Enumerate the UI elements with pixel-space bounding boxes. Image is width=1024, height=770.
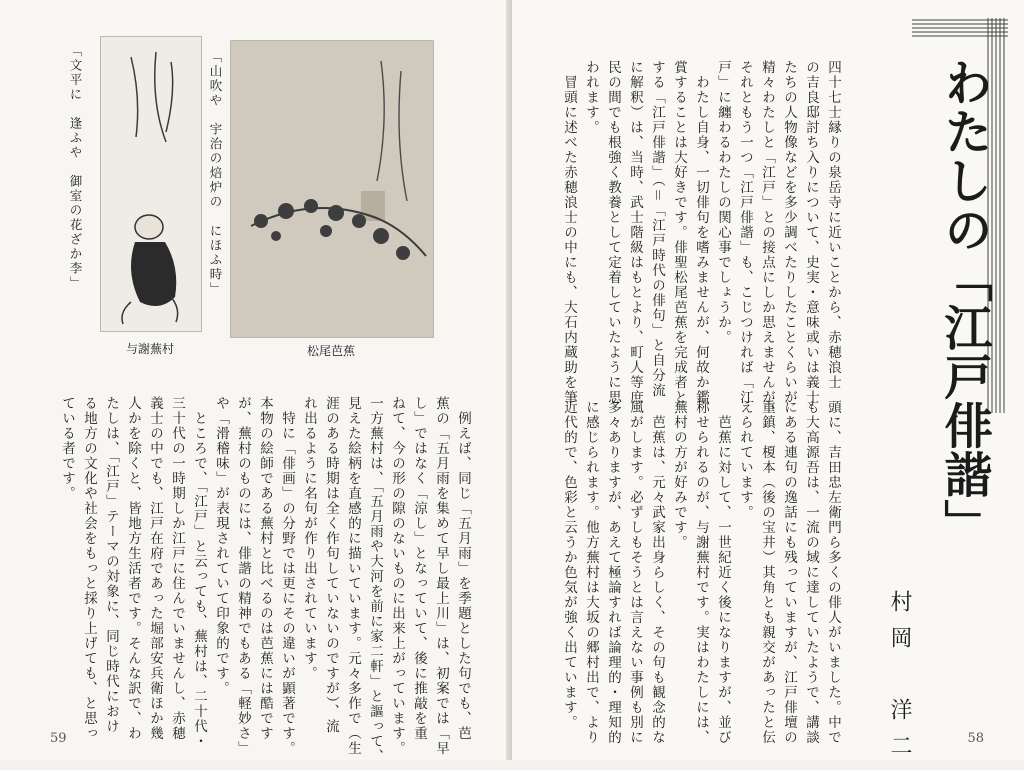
text-column: 蕪村の方が好みです。: [671, 400, 687, 550]
text-column: 三十代の一時期しか江戸に住んでいませんし、赤穂: [169, 396, 185, 741]
text-column: 冒頭に述べた赤穂浪士の中にも、大石内蔵助を筆: [561, 60, 577, 405]
page-number-right: 58: [967, 731, 984, 746]
text-column: し」ではなく「涼し」となっていて、後に推敲を重: [411, 396, 427, 741]
text-column: にある連句の逸話にも残っていますが、江戸俳壇の: [781, 400, 797, 745]
text-column: 芭蕉に対して、一世紀近く後になりますが、並び: [715, 400, 731, 745]
right-upper-text: [560, 60, 842, 420]
text-column: 一方蕪村は、「五月雨や大河を前に家二軒」と謳って、: [367, 396, 383, 765]
text-column: が、蕪村のものには、俳諧の精神でもある「軽妙さ」: [235, 396, 251, 756]
author-name: 村岡 洋二: [887, 590, 912, 770]
text-column: 称せられるのが、与謝蕪村です。実はわたしには、: [693, 400, 709, 745]
text-column: 人かを除くと、皆地方生活者です。そんな訳で、わ: [125, 396, 141, 741]
text-column: ねて、今の形の隙のないものに出来上がっています。: [389, 396, 405, 756]
text-column: たしは、「江戸」テーマの対象に、同じ時代におけ: [103, 396, 119, 735]
page-number-left: 59: [50, 731, 67, 746]
title-box: [912, 18, 1008, 548]
text-column: 多々ありますが、あえて極論すれば論理的・理知的: [605, 400, 621, 745]
text-column: ている者です。: [59, 396, 75, 501]
text-column: えられています。: [737, 400, 753, 520]
basho-yamabuki-drawing: [231, 41, 433, 337]
buson-haiga-image: [100, 36, 202, 332]
text-column: 特に「俳画」の分野では更にその違いが顕著です。: [279, 396, 295, 756]
basho-caption: 松尾芭蕉: [306, 344, 355, 358]
text-column: 賞することは大好きです。俳聖松尾芭蕉を完成者と: [671, 60, 687, 405]
buson-caption: 与謝蕪村: [125, 342, 174, 356]
text-column: 風がします。必ずしもそうとは言えない事例も別に: [627, 400, 643, 745]
text-column: れ出るように名句が作り出されています。: [301, 396, 317, 681]
text-column: や「滑稽味」が表現されていて印象的です。: [213, 396, 229, 696]
text-column: も大高源吾は、一流の域に達していたようで、講談: [803, 400, 819, 745]
text-column: の吉良邸討ち入りについて、史実・意味或いは義士: [803, 60, 819, 405]
text-column: 見えた絵柄を直感的に描いています。元々多作で（生: [345, 396, 361, 756]
text-column: 例えば、同じ「五月雨」を季題とした句でも、芭: [455, 396, 471, 741]
buson-figure-drawing: [101, 37, 201, 331]
text-column: ところで、「江戸」と云っても、蕪村は、二十代・: [191, 396, 207, 750]
text-column: 芭蕉は、元々武家出身らしく、その句も観念的な: [649, 400, 665, 745]
text-column: われます。: [583, 60, 599, 135]
text-column: それともう一つ「江戸俳諧」も、こじつければ「江: [737, 60, 753, 405]
text-column: 精々わたしと「江戸」との接点にしか思えませんが、: [759, 60, 775, 420]
text-column: 民の間でも根強く教養として定着していたように思: [605, 60, 621, 405]
text-column: る地方の文化や社会をもっと採り上げても、と思っ: [81, 396, 97, 741]
article-title: わたしの「江戸俳諧」: [936, 58, 992, 548]
text-column: 四十七士縁りの泉岳寺に近いことから、赤穂浪士: [825, 60, 841, 390]
text-column: たちの人物像などを多少調べたりしたことくらいが: [781, 60, 797, 405]
text-column: 頭に、吉田忠左衛門ら多くの俳人がいました。中で: [825, 400, 841, 745]
text-column: する「江戸俳諧」（＝「江戸時代の俳句」と自分流: [649, 60, 665, 399]
text-column: 義士の中でも、江戸在府であった堀部安兵衛ほか幾: [147, 396, 163, 741]
text-column: わたし自身、一切俳句を嗜みませんが、何故か鑑: [693, 60, 709, 405]
buson-haiku-caption: 「文平に 逢ふや 御室の花ざか李」: [68, 44, 83, 291]
text-column: 涯のある時期は全く作句していないのですが）、流: [323, 396, 339, 735]
text-column: に感じられます。他方蕪村は大坂の郷村出で、より: [583, 400, 599, 745]
text-column: に解釈）は、当時、武士階級はもとより、町人等庶: [627, 60, 643, 405]
text-column: 蕉の「五月雨を集めて早し最上川」は、初案では「早: [433, 396, 449, 756]
text-column: 戸」に纏わるわたしの関心事でしょうか。: [715, 60, 731, 345]
left-page: [0, 0, 512, 765]
text-column: 近代的で、色彩と云うか色気が強く出ています。: [561, 400, 577, 730]
right-lower-text: [560, 400, 842, 745]
basho-haiku-caption: 「山吹や 宇治の焙炉の にほふ時」: [208, 50, 223, 297]
text-column: 重鎮、榎本（後の宝井）其角とも親交があったと伝: [759, 400, 775, 745]
basho-haiga-image: [230, 40, 434, 338]
text-column: 本物の絵師である蕪村と比べるのは芭蕉には酷です: [257, 396, 273, 741]
